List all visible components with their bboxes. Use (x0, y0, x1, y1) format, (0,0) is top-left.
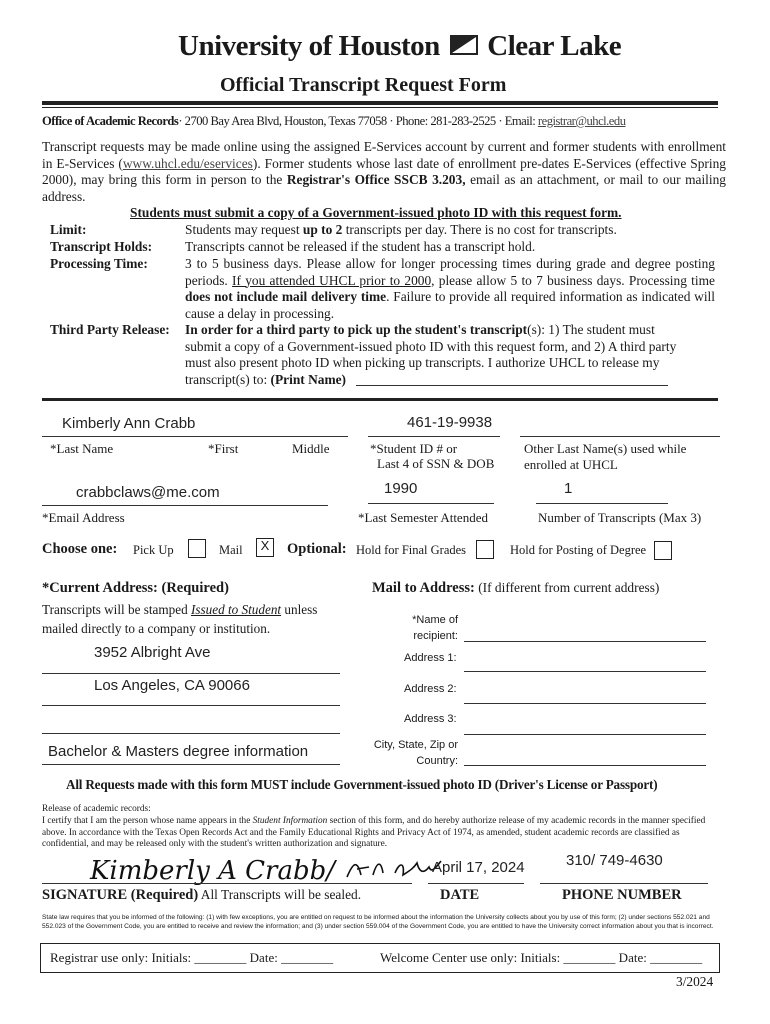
eservices-link[interactable]: www.uhcl.edu/eservices (122, 155, 253, 171)
name-line (42, 436, 348, 437)
signature-line (42, 883, 412, 884)
form-version: 3/2024 (676, 974, 714, 989)
phone-number-value[interactable]: 310/ 749-4630 (566, 852, 663, 869)
last-name-label: *Last Name (50, 441, 114, 456)
recipient-label: *Name of recipient: (412, 614, 458, 642)
date-line (428, 883, 524, 884)
phone-number-label: PHONE NUMBER (562, 887, 682, 903)
signature-label: SIGNATURE (Required) All Transcripts will be sealed. (42, 887, 362, 903)
section-rule-thick (42, 398, 718, 401)
hold-degree-checkbox[interactable] (654, 541, 672, 560)
address-line2-value[interactable]: Los Angeles, CA 90066 (94, 677, 250, 694)
holds-text: Transcripts cannot be released if the student has a transcript hold. (185, 239, 536, 254)
semester-label: *Last Semester Attended (358, 510, 488, 525)
hold-final-grades-label: Hold for Final Grades (356, 543, 467, 557)
pickup-label: Pick Up (133, 543, 174, 557)
mail-address1-label: Address 1: (404, 652, 457, 664)
choose-one-label: Choose one: (42, 541, 118, 557)
mail-address1-line[interactable] (464, 671, 706, 672)
processing-text: 3 to 5 business days. Please allow for longer processing times during grade and degree posting periods. If you attended UHCL prior to 2000, please allow 5 to 7 business days. Processing time does not include mail delivery time. Failure to provide all required information as indicated will cause a delay in processing. (185, 256, 716, 321)
third-party-label: Third Party Release: (50, 322, 170, 337)
processing-label: Processing Time: (50, 256, 148, 271)
email-value[interactable]: crabbclaws@me.com (76, 484, 220, 501)
other-names-line (520, 436, 720, 437)
third-party-text: In order for a third party to pick up the student's transcript(s): 1) The student must submit a copy of a Government-issued photo ID with this request form, and 2) A third party must also present photo ID when picking up transcripts. I authorize UHCL to release my transcript(s) to: (Print Name) (185, 322, 677, 387)
mail-address2-line[interactable] (464, 703, 706, 704)
other-names-label: Other Last Name(s) used while enrolled at UHCL (524, 441, 687, 472)
recipient-line[interactable] (464, 641, 706, 642)
mail-label: Mail (219, 543, 243, 557)
date-label: DATE (440, 887, 480, 903)
transcripts-count-label: Number of Transcripts (Max 3) (538, 510, 702, 525)
student-id-label: *Student ID # or Last 4 of SSN & DOB (370, 441, 495, 471)
city-state-label: City, State, Zip or Country: (373, 739, 458, 767)
student-name-value[interactable]: Kimberly Ann Crabb (62, 415, 196, 432)
address-line1 (42, 673, 340, 674)
university-logo-title (178, 30, 621, 63)
middle-name-label: Middle (292, 441, 330, 456)
address-line2 (42, 705, 340, 706)
print-name-line[interactable] (356, 385, 668, 386)
mail-address3-line[interactable] (464, 734, 706, 735)
address-line1-value[interactable]: 3952 Albright Ave (94, 644, 211, 661)
release-text: I certify that I am the person whose name appears in the Student Information section of this form, and do hereby authorize release of my academic records in the manner specified above. In accordance with the Texas Open Records Act and the Family Educational Rights and Privacy Act of 1974, as amended, student academic records are classified as confidential, and may be released only with the student's written authorization and signature. (42, 816, 706, 850)
optional-label: Optional: (287, 541, 347, 557)
address-line3 (42, 733, 340, 734)
semester-line (368, 503, 494, 504)
student-id-value[interactable]: 461-19-9938 (407, 414, 493, 431)
office-info (42, 114, 626, 129)
intro-paragraph: Transcript requests may be made online using the assigned E-Services account by current and former students with enrollment in E-Services (www.uhcl.edu/eservices). Former students whose last date of enrollment pre-dates E-Services (effective Spring 2000), may bring this form in person to the Registrar's Office SSCB 3.203, email as an attachment, or mail to our mailing address. (42, 139, 727, 204)
pickup-checkbox[interactable] (188, 539, 206, 558)
city-state-line[interactable] (464, 765, 706, 766)
header-rule-thick (42, 101, 718, 105)
form-title: Official Transcript Request Form (220, 74, 507, 96)
student-signature[interactable]: Kimberly A Crabb/ (90, 853, 453, 886)
mail-address2-label: Address 2: (404, 683, 457, 695)
semester-value[interactable]: 1990 (384, 480, 418, 497)
issued-to-student-note: Transcripts will be stamped Issued to Student unless mailed directly to a company or institution. (42, 602, 318, 636)
email-label: *Email Address (42, 510, 125, 525)
office-address: · 2700 Bay Area Blvd, Houston, Texas 77058 · Phone: 281-283-2525 · Email: (178, 114, 538, 128)
hold-final-grades-checkbox[interactable] (476, 540, 494, 559)
address-line4 (42, 764, 340, 765)
email-line (42, 505, 328, 506)
limit-text: Students may request up to 2 transcripts per day. There is no cost for transcripts. (185, 222, 617, 237)
current-address-heading: *Current Address: (Required) (42, 580, 229, 596)
transcripts-count-value[interactable]: 1 (564, 480, 573, 497)
first-name-label: *First (208, 441, 239, 456)
photo-id-notice: Students must submit a copy of a Government-issued photo ID with this request form. (130, 205, 622, 220)
hold-degree-label: Hold for Posting of Degree (510, 543, 647, 557)
release-title: Release of academic records: (42, 804, 151, 814)
uhcl-flag-icon (449, 33, 479, 57)
office-email-link[interactable]: registrar@uhcl.edu (537, 114, 626, 128)
registrar-use-only: Registrar use only: Initials: ________ Date: ________ (50, 950, 334, 965)
limit-label: Limit: (50, 222, 87, 237)
student-id-line (368, 436, 500, 437)
mail-address3-label: Address 3: (404, 713, 457, 725)
mail-checkbox[interactable]: X (256, 538, 274, 557)
signature-date-value[interactable]: April 17, 2024 (432, 859, 525, 876)
university-name: University of Houston (178, 30, 440, 62)
office-name: Office of Academic Records (42, 114, 179, 128)
address-line3-value[interactable]: Bachelor & Masters degree information (48, 743, 309, 760)
photo-id-requirement-notice: All Requests made with this form MUST include Government-issued photo ID (Driver's License or Passport) (66, 777, 658, 792)
holds-label: Transcript Holds: (50, 239, 153, 254)
campus-name: Clear Lake (487, 30, 622, 62)
transcripts-count-line (536, 503, 668, 504)
state-law-notice: State law requires that you be informed of the following: (1) with few exceptions, you are entitled on request to be informed about the information the University collects about you by use of this form; (2) under sections 552.021 and 552.023 of the Government Code, you are entitled to receive and review the information; and (3) under section 559.004 of the Government Code, you are entitled to have the University correct information about you that is incorrect. (42, 914, 714, 930)
mail-to-heading: Mail to Address: (If different from current address) (372, 580, 660, 596)
header-rule-thin (42, 107, 718, 108)
welcome-center-use-only: Welcome Center use only: Initials: ________ Date: ________ (380, 950, 703, 965)
registrar-office: Registrar's Office SSCB 3.203, (286, 172, 466, 188)
phone-line (540, 883, 708, 884)
